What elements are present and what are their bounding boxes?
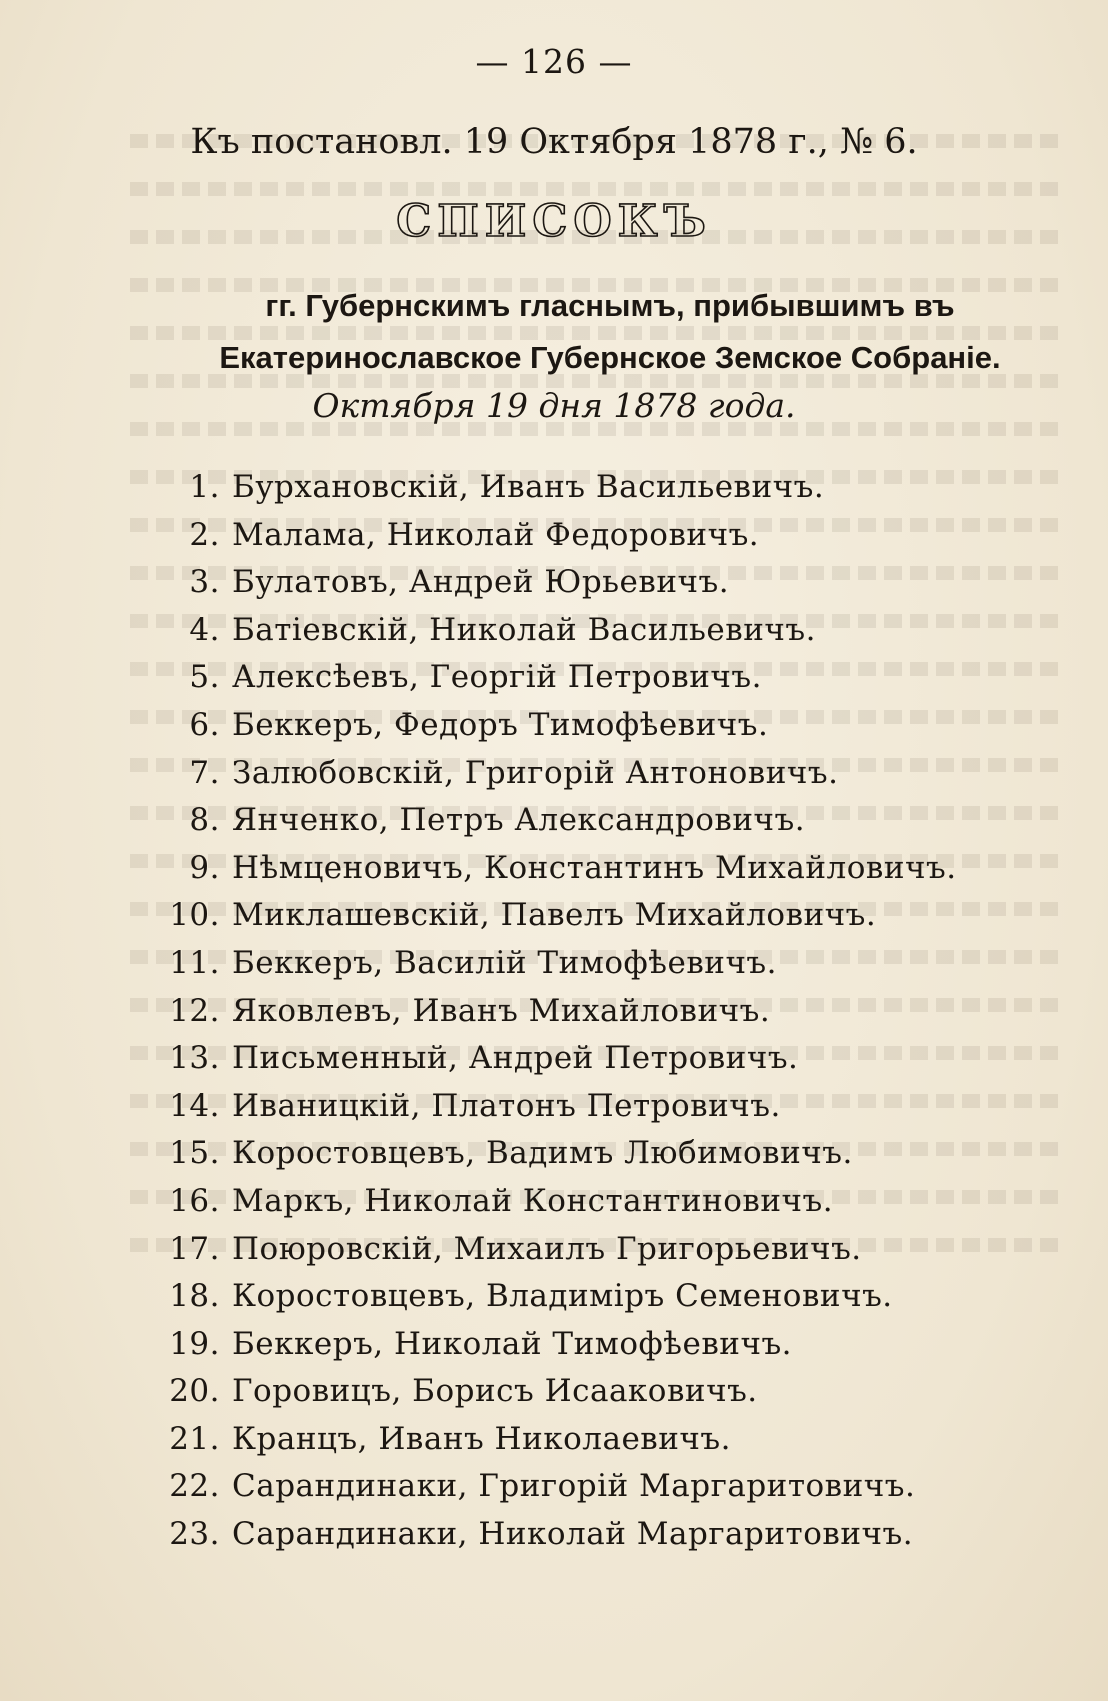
document-subtitle: гг. Губернскимъ гласнымъ, прибывшимъ въ Екатеринославское Губернское Земское Собраніе. (219, 288, 1001, 375)
member-name: Миклашевскій, Павелъ Михайловичъ. (232, 897, 877, 934)
member-name: Письменный, Андрей Петровичъ. (232, 1040, 799, 1077)
list-item (140, 892, 1040, 940)
list-item (140, 654, 1040, 702)
item-number: 15. (169, 1135, 220, 1172)
member-name: Сарандинаки, Григорій Маргаритовичъ. (232, 1468, 916, 1505)
list-item (140, 1226, 1040, 1274)
list-item (140, 1083, 1040, 1131)
document-title: СПИСОКЪ (396, 196, 712, 247)
member-name: Нѣмценовичъ, Константинъ Михайловичъ. (232, 849, 957, 886)
list-item (140, 988, 1040, 1036)
item-number: 16. (169, 1182, 220, 1219)
member-name: Кранцъ, Иванъ Николаевичъ. (232, 1420, 731, 1457)
member-name: Коростовцевъ, Вадимъ Любимовичъ. (232, 1135, 853, 1172)
item-number: 12. (169, 992, 220, 1029)
member-name: Бурхановскій, Иванъ Васильевичъ. (232, 469, 825, 505)
list-item (140, 797, 1040, 845)
item-number: 22. (169, 1468, 220, 1505)
list-item (140, 940, 1040, 988)
item-number: 21. (169, 1420, 220, 1457)
list-item (140, 559, 1040, 607)
member-name: Янченко, Петръ Александровичъ. (232, 802, 806, 839)
item-number: 23. (169, 1516, 220, 1553)
item-number: 14. (169, 1087, 220, 1124)
list-item (140, 1130, 1040, 1178)
item-number: 9. (189, 849, 220, 886)
member-name: Беккеръ, Василій Тимофѣевичъ. (232, 944, 778, 981)
item-number: 18. (169, 1278, 220, 1315)
item-number: 19. (169, 1325, 220, 1362)
item-number: 4. (189, 611, 220, 648)
member-name: Коростовцевъ, Владиміръ Семеновичъ. (232, 1278, 893, 1315)
member-name: Залюбовскій, Григорій Антоновичъ. (232, 754, 839, 791)
list-item (140, 1035, 1040, 1083)
member-name: Маркъ, Николай Константиновичъ. (232, 1182, 834, 1219)
list-item (140, 512, 1040, 560)
date-line: Октября 19 дня 1878 года. (312, 386, 796, 425)
members-list (140, 464, 1040, 1559)
item-number: 20. (169, 1373, 220, 1410)
list-item (140, 1416, 1040, 1464)
item-number: 3. (189, 564, 220, 601)
list-item (140, 1273, 1040, 1321)
item-number: 1. (189, 469, 220, 505)
member-name: Яковлевъ, Иванъ Михайловичъ. (232, 992, 771, 1029)
member-name: Алексѣевъ, Георгій Петровичъ. (232, 659, 762, 696)
list-item (140, 1178, 1040, 1226)
list-item (140, 750, 1040, 798)
member-name: Малама, Николай Федоровичъ. (232, 516, 760, 553)
list-item (140, 1368, 1040, 1416)
member-name: Иваницкій, Платонъ Петровичъ. (232, 1087, 781, 1124)
list-item (140, 607, 1040, 655)
list-item (140, 1463, 1040, 1511)
list-item (140, 1511, 1040, 1559)
item-number: 5. (189, 659, 220, 696)
member-name: Поюровскій, Михаилъ Григорьевичъ. (232, 1230, 862, 1267)
item-number: 17. (169, 1230, 220, 1267)
member-name: Сарандинаки, Николай Маргаритовичъ. (232, 1516, 914, 1553)
resolution-reference: Къ постановл. 19 Октября 1878 г., № 6. (190, 122, 918, 162)
item-number: 6. (189, 706, 220, 743)
item-number: 2. (189, 516, 220, 553)
item-number: 10. (169, 897, 220, 934)
item-number: 7. (189, 754, 220, 791)
list-item (140, 702, 1040, 750)
member-name: Батіевскій, Николай Васильевичъ. (232, 611, 816, 648)
member-name: Горовицъ, Борисъ Исааковичъ. (232, 1373, 758, 1410)
member-name: Беккеръ, Федоръ Тимофѣевичъ. (232, 706, 769, 743)
list-item (140, 845, 1040, 893)
member-name: Булатовъ, Андрей Юрьевичъ. (232, 564, 730, 601)
item-number: 11. (169, 944, 220, 981)
item-number: 8. (189, 802, 220, 839)
item-number: 13. (169, 1040, 220, 1077)
list-item (140, 464, 1040, 512)
member-name: Беккеръ, Николай Тимофѣевичъ. (232, 1325, 793, 1362)
list-item (140, 1321, 1040, 1369)
page-number: — 126 — (475, 42, 633, 81)
